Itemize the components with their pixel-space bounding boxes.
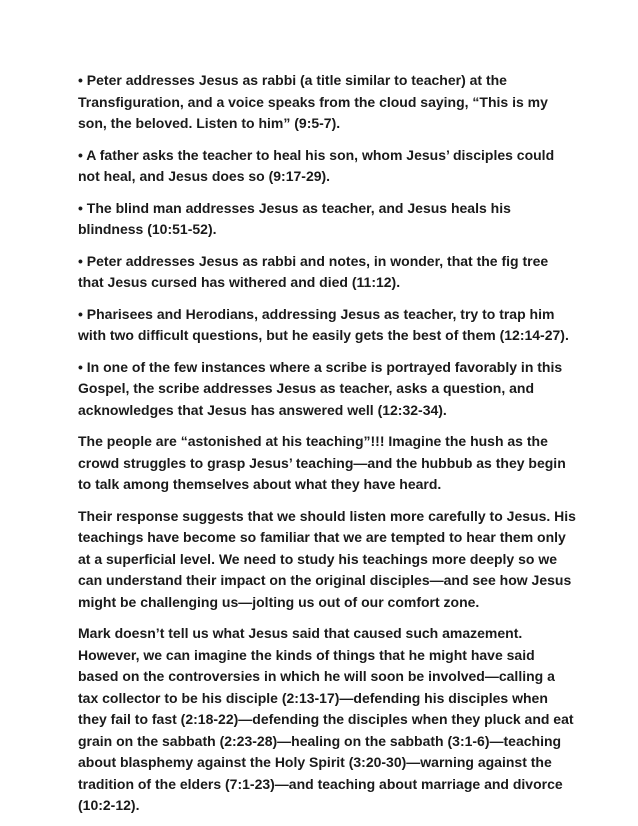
bullet-blind-man: • The blind man addresses Jesus as teacher, and Jesus heals his blindness (10:51-52). [78,199,511,237]
bullet-scribe: • In one of the few instances where a scribe is portrayed favorably in this Gospel, the scribe addresses Jesus as teacher, asks a question, and acknowledges that Jesus has answered well (12:32-34). [78,358,563,418]
paragraph-astonished: The people are “astonished at his teaching”!!! Imagine the hush as the crowd struggles to grasp Jesus’ teaching—and the hubbub as they begin to talk among themselves about what they have heard. [78,433,566,492]
bullet-peter-transfiguration: • Peter addresses Jesus as rabbi (a title similar to teacher) at the Transfiguration, and a voice speaks from the cloud saying, “This is my son, the beloved. Listen to him” (9:5-7). [78,72,548,131]
bullet-fig-tree: • Peter addresses Jesus as rabbi and notes, in wonder, that the fig tree that Jesus cursed has withered and died (11:12). [78,252,549,290]
bullet-pharisees-herodians: • Pharisees and Herodians, addressing Jesus as teacher, try to trap him with two difficult questions, but he easily gets the best of them (12:14-27). [78,305,569,343]
paragraph-response: Their response suggests that we should listen more carefully to Jesus. His teachings have become so familiar that we are tempted to hear them only at a superficial level. We need to study his teachings more deeply so we can understand their impact on the original disciples—and see how Jesus might be challenging us—jolting us out of our comfort zone. [78,507,576,610]
paragraph-controversies: Mark doesn’t tell us what Jesus said that caused such amazement. However, we can imagine the kinds of things that he might have said based on the controversies in which he will soon be involved—calling a tax collector to be his disciple (2:13-17)—defending his disciples when they fail to fast (2:18-22)—defending the disciples when they pluck and eat grain on the sabbath (2:23-28)—healing on the sabbath (3:1-6)—teaching about blasphemy against the Holy Spirit (3:20-30)—warning against the tradition of the elders (7:1-23)—and teaching about marriage and divorce (10:2-12). [78,625,574,813]
bullet-father-heal-son: • A father asks the teacher to heal his son, whom Jesus’ disciples could not heal, and Jesus does so (9:17-29). [78,146,555,184]
